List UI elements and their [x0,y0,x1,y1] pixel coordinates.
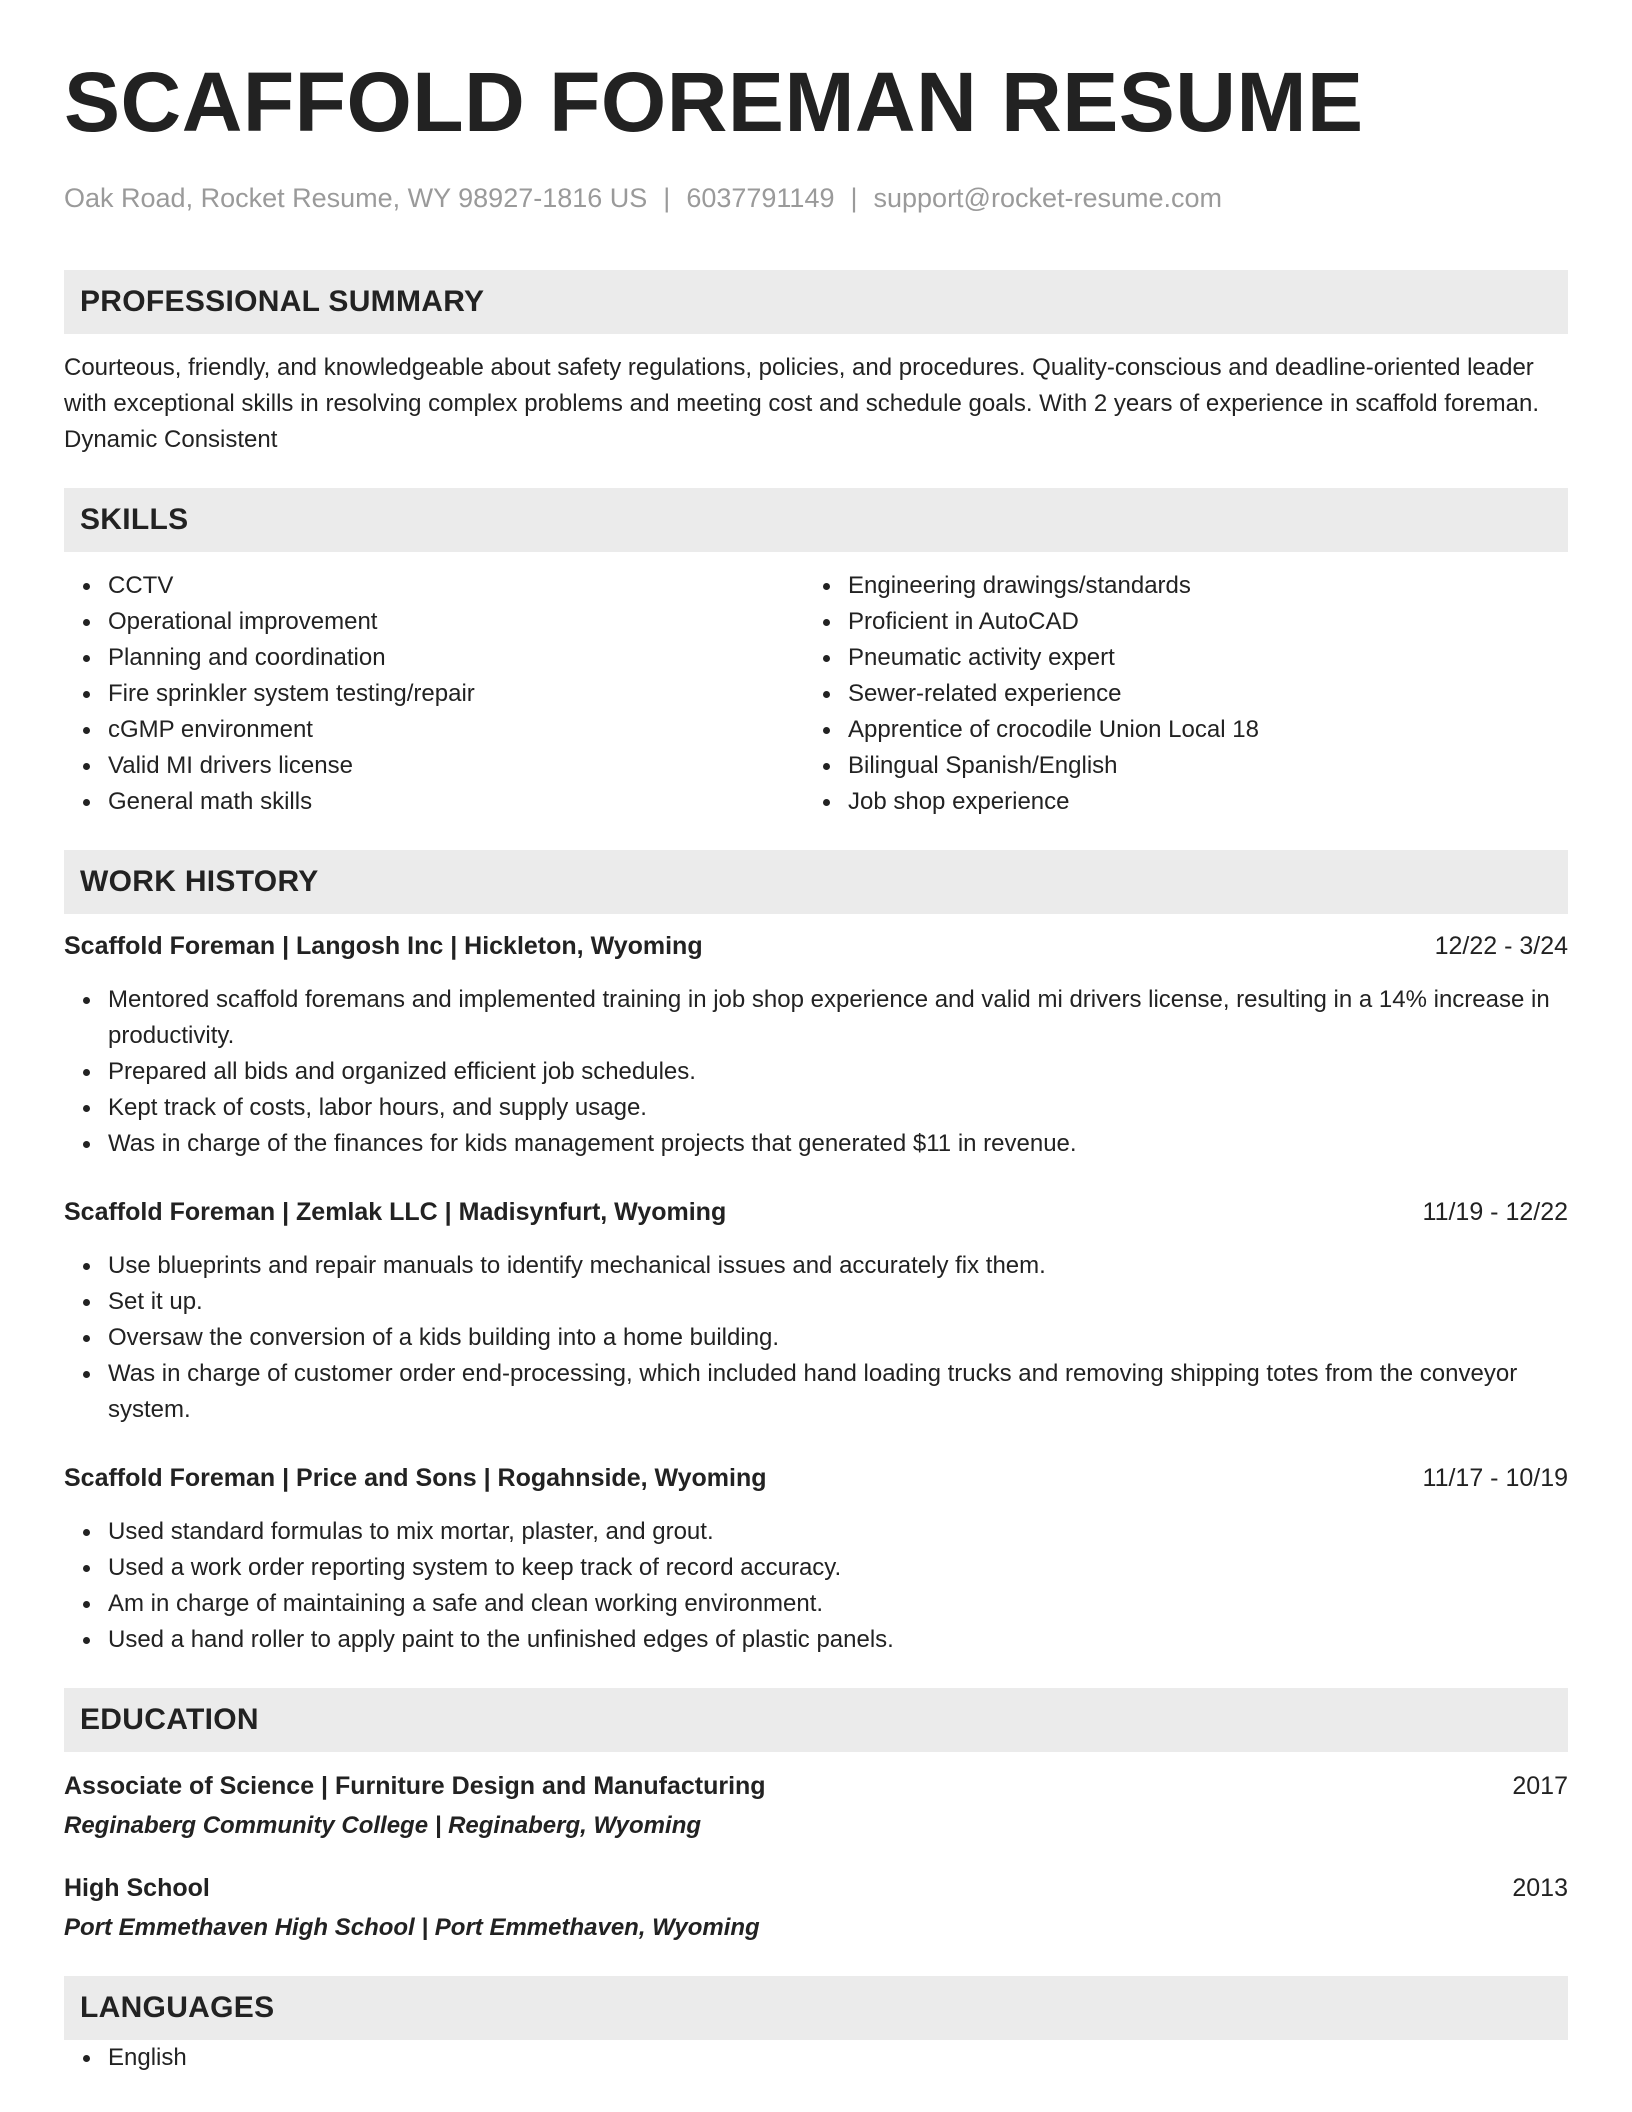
section-heading-education: EDUCATION [64,1688,1568,1752]
education-school: Port Emmethaven High School | Port Emmethaven, Wyoming [64,1914,760,1941]
education-entry [64,1870,1568,1946]
job-bullet: Am in charge of maintaining a safe and clean working environment. [108,1586,1568,1622]
job-bullet: Used a hand roller to apply paint to the unfinished edges of plastic panels. [108,1622,1568,1658]
job-dates: 12/22 - 3/24 [1434,932,1568,960]
section-heading-skills: SKILLS [64,488,1568,552]
skill-item: CCTV [108,568,804,604]
education-degree: High School [64,1874,210,1902]
summary-text: Courteous, friendly, and knowledgeable about safety regulations, policies, and procedures. Quality-conscious and deadline-oriented leader with exceptional skills in resolving complex problems and meeting cost and schedule goals. With 2 years of experience in scaffold foreman. Dynamic Consistent [64,354,1539,453]
job-bullets [64,1514,1568,1658]
job-bullet: Set it up. [108,1284,1568,1320]
education-degree: Associate of Science | Furniture Design and Manufacturing [64,1772,766,1800]
job-bullet: Oversaw the conversion of a kids building into a home building. [108,1320,1568,1356]
job-bullet: Use blueprints and repair manuals to identify mechanical issues and accurately fix them. [108,1248,1568,1284]
job-title: Scaffold Foreman | Langosh Inc | Hickleton, Wyoming [64,932,703,960]
skill-item: General math skills [108,784,804,820]
job-entry [64,1194,1568,1428]
contact-address: Oak Road, Rocket Resume, WY 98927-1816 US [64,183,648,213]
language-item: English [108,2040,1568,2076]
skill-item: Job shop experience [848,784,1544,820]
education-school: Reginaberg Community College | Reginaberg, Wyoming [64,1812,702,1839]
job-bullet: Used standard formulas to mix mortar, plaster, and grout. [108,1514,1568,1550]
job-title: Scaffold Foreman | Zemlak LLC | Madisynfurt, Wyoming [64,1198,727,1226]
contact-phone: 6037791149 [686,183,835,213]
contact-separator: | [850,183,858,213]
job-bullet: Was in charge of customer order end-processing, which included hand loading trucks and removing shipping totes from the conveyor system. [108,1356,1568,1428]
contact-separator: | [663,183,671,213]
section-heading-work-history: WORK HISTORY [64,850,1568,914]
resume-title: SCAFFOLD FOREMAN RESUME [64,55,1364,149]
skill-item: Bilingual Spanish/English [848,748,1544,784]
skill-item: Engineering drawings/standards [848,568,1544,604]
education-entry [64,1768,1568,1844]
job-dates: 11/17 - 10/19 [1422,1464,1568,1492]
skill-item: Proficient in AutoCAD [848,604,1544,640]
section-heading-languages: LANGUAGES [64,1976,1568,2040]
languages-list [64,2040,1568,2076]
skills-column-right [804,568,1544,820]
job-entry [64,928,1568,1162]
education-header [64,1870,1568,1906]
contact-line [64,182,1568,214]
section-heading-summary: PROFESSIONAL SUMMARY [64,270,1568,334]
job-bullet: Was in charge of the finances for kids management projects that generated $11 in revenue. [108,1126,1568,1162]
skill-item: Planning and coordination [108,640,804,676]
job-header [64,928,1568,964]
job-bullet: Prepared all bids and organized efficient job schedules. [108,1054,1568,1090]
skill-item: Sewer-related experience [848,676,1544,712]
job-bullets [64,1248,1568,1428]
job-header [64,1194,1568,1230]
job-title: Scaffold Foreman | Price and Sons | Rogahnside, Wyoming [64,1464,767,1492]
job-bullet: Used a work order reporting system to keep track of record accuracy. [108,1550,1568,1586]
skill-item: Valid MI drivers license [108,748,804,784]
contact-email[interactable]: support@rocket-resume.com [873,183,1223,213]
job-entry [64,1460,1568,1658]
job-bullet: Kept track of costs, labor hours, and supply usage. [108,1090,1568,1126]
skill-item: Apprentice of crocodile Union Local 18 [848,712,1544,748]
skill-item: Pneumatic activity expert [848,640,1544,676]
skills-column-left [64,568,804,820]
skill-item: Fire sprinkler system testing/repair [108,676,804,712]
education-year: 2017 [1512,1772,1568,1800]
skills-list [64,568,1568,820]
education-header [64,1768,1568,1804]
job-bullet: Mentored scaffold foremans and implemented training in job shop experience and valid mi drivers license, resulting in a 14% increase in productivity. [108,982,1568,1054]
skill-item: cGMP environment [108,712,804,748]
education-year: 2013 [1512,1874,1568,1902]
skill-item: Operational improvement [108,604,804,640]
job-dates: 11/19 - 12/22 [1422,1198,1568,1226]
job-header [64,1460,1568,1496]
job-bullets [64,982,1568,1162]
